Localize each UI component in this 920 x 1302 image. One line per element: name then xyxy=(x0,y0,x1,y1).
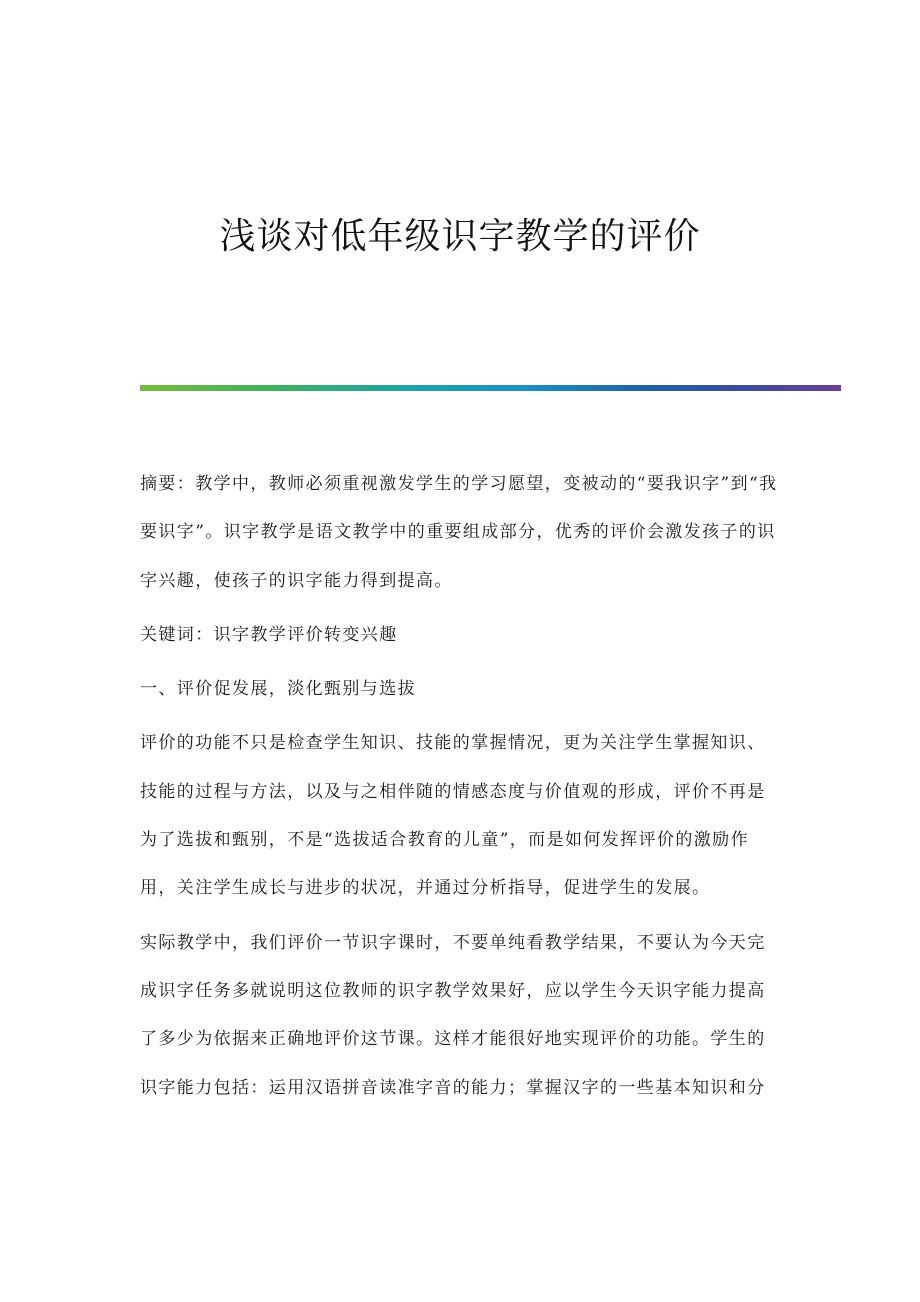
body-paragraph: 实际教学中，我们评价一节识字课时，不要单纯看教学结果，不要认为今天完成识字任务多就说明这位教师的识字教学效果好，应以学生今天识字能力提高了多少为依据来正确地评价这节课。这样才能很好地实现评价的功能。学生的识字能力包括：运用汉语拼音读准字音的能力；掌握汉字的一些基本知识和分 xyxy=(140,932,766,1098)
abstract-paragraph: 摘要：教学中，教师必须重视激发学生的学习愿望，变被动的“要我识字”到“我要识字”。识字教学是语文教学中的重要组成部分，优秀的评价会激发孩子的识字兴趣，使孩子的识字能力得到提高。 xyxy=(140,474,778,591)
keywords-paragraph: 关键词：识字教学评价转变兴趣 xyxy=(140,624,398,645)
document-body xyxy=(140,460,780,1112)
section-heading: 一、评价促发展，淡化甄别与选拔 xyxy=(140,679,416,700)
body-paragraph: 评价的功能不只是检查学生知识、技能的掌握情况，更为关注学生掌握知识、技能的过程与方法，以及与之相伴随的情感态度与价值观的形成，评价不再是为了选拔和甄别，不是“选拔适合教育的儿童”，而是如何发挥评价的激励作用，关注学生成长与进步的状况，并通过分析指导，促进学生的发展。 xyxy=(140,733,766,899)
document-title: 浅谈对低年级识字教学的评价 xyxy=(219,216,701,257)
title-divider xyxy=(140,385,841,391)
